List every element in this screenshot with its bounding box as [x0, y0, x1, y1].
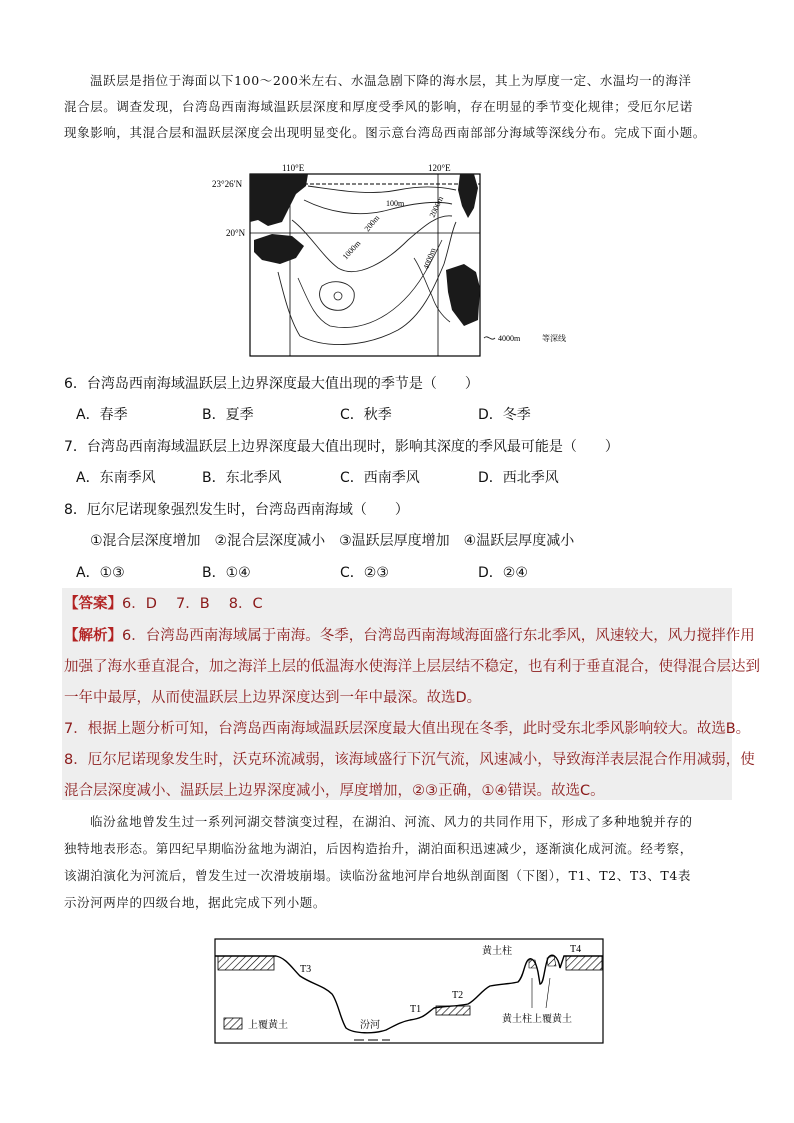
label-river: 汾河: [360, 1020, 380, 1031]
luzon-island: [446, 264, 480, 326]
analysis-text: 6．台湾岛西南海域属于南海。冬季，台湾岛西南海域海面盛行东北季风，风速较大，风力搅拌作用: [122, 628, 755, 644]
t2-loess-cover: [436, 1006, 470, 1015]
analysis-line: 一年中最厚，从而使温跃层上边界深度达到一年中最深。故选D。: [64, 690, 482, 706]
contour-label-1000: 1000m: [340, 238, 363, 262]
lat-label-20: 20°N: [226, 228, 246, 238]
contour-label-4000: 4000m: [421, 246, 438, 271]
legend-contour-symbol: [484, 337, 495, 339]
legend-loess-label: 上覆黄土: [248, 1020, 288, 1031]
q6-option-a[interactable]: A．春季: [76, 407, 128, 423]
label-loess-column: 黄土柱: [482, 946, 512, 957]
q6-option-b[interactable]: B．夏季: [202, 407, 254, 423]
contour-label-2000: 2000m: [427, 194, 446, 219]
passage-1-line: 现象影响，其混合层和温跃层深度会出现明显变化。图示意台湾岛西南部部分海域等深线分布。完成下面小题。: [64, 125, 706, 140]
passage-1-line: 温跃层是指位于海面以下100～200米左右、水温急剧下降的海水层，其上为厚度一定、水温均一的海洋: [90, 73, 692, 88]
q7-option-d[interactable]: D．西北季风: [478, 470, 559, 486]
lon-label-120: 120°E: [428, 163, 451, 173]
legend-hatch-swatch: [224, 1018, 242, 1029]
column-cover-2: [547, 956, 556, 966]
analysis-line: 混合层深度减小、温跃层上边界深度减小，厚度增加，②③正确，①④错误。故选C。: [64, 783, 605, 799]
taiwan-island: [458, 174, 478, 218]
analysis-tag: 【解析】: [64, 628, 122, 644]
t3-loess-cover: [218, 956, 274, 970]
label-t3: T3: [300, 964, 312, 975]
passage-1-line: 混合层。调查发现，台湾岛西南海域温跃层深度和厚度受季风的影响，存在明显的季节变化规律；受厄尔尼诺: [64, 99, 693, 114]
passage-1: [64, 68, 732, 146]
legend-label: 等深线: [542, 334, 566, 343]
isobath-map: [212, 160, 580, 360]
answer-text: 6．D 7．B 8．C: [122, 596, 263, 612]
label-column-cover: 黄土柱上覆黄土: [502, 1014, 572, 1025]
hainan-island: [254, 234, 304, 264]
label-t2: T2: [452, 990, 464, 1001]
q8-option-c[interactable]: C．②③: [340, 565, 389, 581]
analysis-line: 7．根据上题分析可知，台湾岛西南海域温跃层深度最大值出现在冬季，此时受东北季风影响较大。故选B。: [64, 721, 751, 737]
passage-2-line: 独特地表形态。第四纪早期临汾盆地为湖泊，后因构造抬升，湖泊面积迅速减少，逐渐演化成河流。经考察，: [64, 841, 693, 856]
answer-line: [64, 592, 263, 613]
label-t4: T4: [570, 944, 582, 955]
question-8-stem: 8．厄尔尼诺现象强烈发生时，台湾岛西南海域（ ）: [64, 502, 409, 518]
passage-2-line: 示汾河两岸的四级台地，据此完成下列小题。: [64, 895, 327, 910]
q8-option-b[interactable]: B．①④: [202, 565, 251, 581]
mainland-landmass: [250, 174, 308, 226]
question-6-stem: 6．台湾岛西南海域温跃层上边界深度最大值出现的季节是（ ）: [64, 376, 479, 392]
lon-label-110: 110°E: [282, 163, 305, 173]
passage-2: [64, 808, 732, 916]
lat-label-2326: 23°26′N: [212, 179, 243, 189]
question-7-stem: 7．台湾岛西南海域温跃层上边界深度最大值出现时，影响其深度的季风最可能是（ ）: [64, 439, 619, 455]
q6-option-d[interactable]: D．冬季: [478, 407, 531, 423]
analysis-line: [64, 624, 755, 645]
passage-2-line: 该湖泊演化为河流后，曾发生过一次滑坡崩塌。读临汾盆地河岸台地纵剖面图（下图），T1、T2、T3、T4表: [64, 868, 692, 883]
q6-option-c[interactable]: C．秋季: [340, 407, 392, 423]
legend-sample: 4000m: [498, 334, 521, 343]
contour-label-200: 200m: [362, 213, 382, 234]
label-t1: T1: [410, 1004, 422, 1015]
q7-option-a[interactable]: A．东南季风: [76, 470, 156, 486]
column-cover-1: [529, 960, 537, 968]
q7-option-c[interactable]: C．西南季风: [340, 470, 420, 486]
q7-option-b[interactable]: B．东北季风: [202, 470, 282, 486]
analysis-line: 加强了海水垂直混合，加之海洋上层的低温海水使海洋上层层结不稳定，也有利于垂直混合，使得混合层达到: [64, 659, 760, 675]
q8-statements: ①混合层深度增加 ②混合层深度减小 ③温跃层厚度增加 ④温跃层厚度减小: [90, 533, 575, 549]
contour-label-100: 100m: [386, 199, 405, 208]
answer-tag: 【答案】: [64, 596, 122, 612]
analysis-line: 8．厄尔尼诺现象发生时，沃克环流减弱，该海域盛行下沉气流，风速减小，导致海洋表层混合作用减弱，使: [64, 752, 755, 768]
q8-option-d[interactable]: D．②④: [478, 565, 528, 581]
terrace-profile: [214, 938, 604, 1046]
passage-2-line: 临汾盆地曾发生过一系列河湖交替演变过程，在湖泊、河流、风力的共同作用下，形成了多种地貌并存的: [90, 814, 693, 829]
t4-loess-cover: [566, 956, 602, 970]
q8-option-a[interactable]: A．①③: [76, 565, 125, 581]
